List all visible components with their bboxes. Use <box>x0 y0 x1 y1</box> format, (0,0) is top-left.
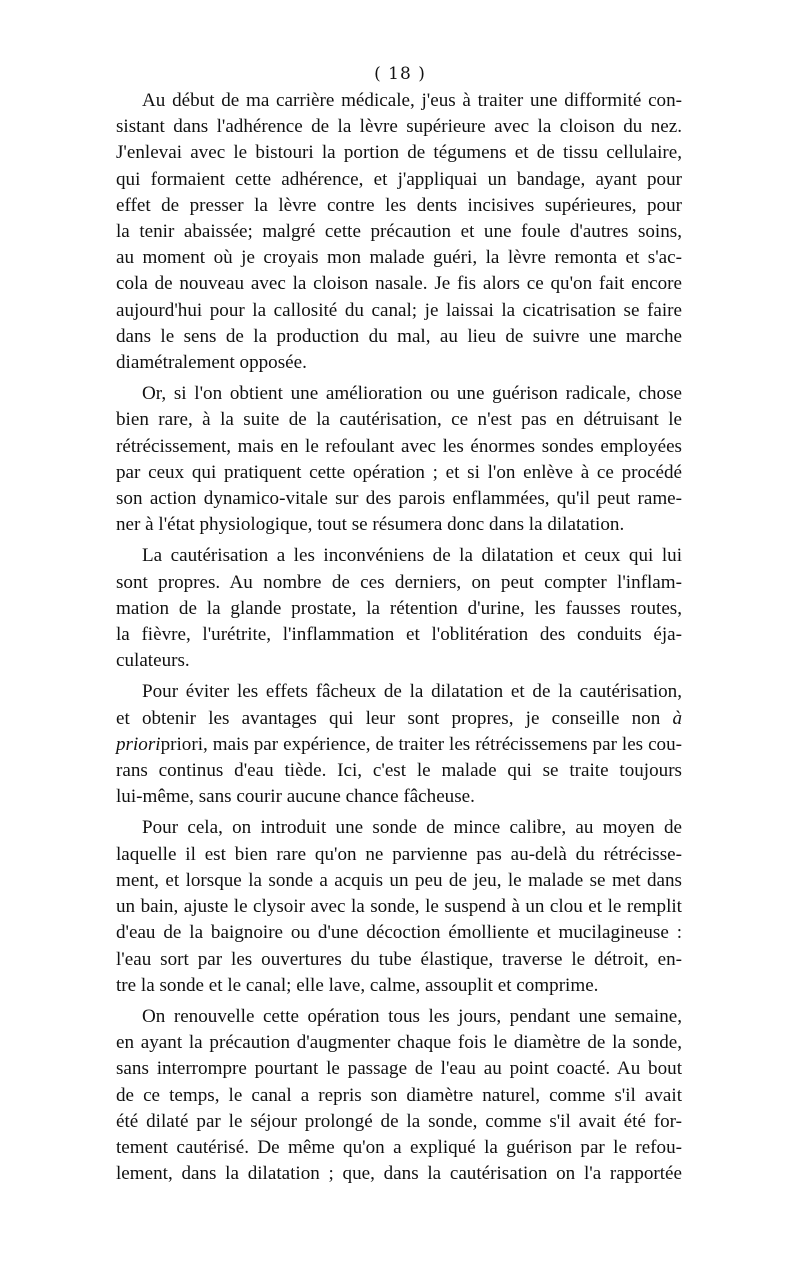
text-line: laquelle il est bien rare qu'on ne parvienne pas au-delà du rétrécisse- <box>116 843 682 865</box>
text-line: culateurs. <box>116 650 190 672</box>
text-line: La cautérisation a les inconvéniens de la dilatation et ceux qui lui <box>142 545 682 567</box>
text-line: Au début de ma carrière médicale, j'eus à traiter une difformité con- <box>142 90 682 111</box>
paragraph-3 <box>116 543 682 674</box>
text-line: sans interrompre pourtant le passage de l'eau au point coacté. Au bout <box>116 1058 682 1080</box>
text-line: un bain, ajuste le clysoir avec la sonde, le suspend à un clou et le remplit <box>116 896 682 918</box>
text-line: été dilaté par le séjour prolongé de la sonde, comme s'il avait été for- <box>116 1110 682 1132</box>
text-line: de ce temps, le canal a repris son diamètre naturel, comme s'il avait <box>116 1084 682 1106</box>
text-line: Pour éviter les effets fâcheux de la dilatation et de la cautérisation, <box>142 681 682 703</box>
text-line: la fièvre, l'urétrite, l'inflammation et l'oblitération des conduits éja- <box>116 624 682 646</box>
text-line: ment, et lorsque la sonde a acquis un peu de jeu, le malade se met dans <box>116 869 682 891</box>
text-line: Or, si l'on obtient une amélioration ou une guérison radicale, chose <box>142 383 682 405</box>
text-line: cola de nouveau avec la cloison nasale. Je fis alors ce qu'on fait encore <box>116 273 682 295</box>
text-line: sont propres. Au nombre de ces derniers, on peut compter l'inflam- <box>116 571 682 593</box>
text-line-a-priori <box>116 706 682 732</box>
text-line: mation de la glande prostate, la rétention d'urine, les fausses routes, <box>116 597 682 619</box>
text-line: bien rare, à la suite de la cautérisation, ce n'est pas en détruisant le <box>116 409 682 431</box>
text-line: lui-même, sans courir aucune chance fâcheuse. <box>116 786 475 808</box>
text-line: la tenir abaissée; malgré cette précaution et une foule d'autres soins, <box>116 221 682 243</box>
text-line: rans continus d'eau tiède. Ici, c'est le malade qui se traite toujours <box>116 760 682 782</box>
text-line: tre la sonde et le canal; elle lave, calme, assouplit et comprime. <box>116 974 599 996</box>
body-text <box>116 88 682 1187</box>
text-line: en ayant la précaution d'augmenter chaque fois le diamètre de la sonde, <box>116 1032 682 1054</box>
text-line: J'enlevai avec le bistouri la portion de tégumens et de tissu cellulaire, <box>116 142 682 164</box>
text-line: aujourd'hui pour la callosité du canal; je laissai la cicatrisation se faire <box>116 299 682 321</box>
text-line: son action dynamico-vitale sur des parois enflammées, qu'il peut rame- <box>116 488 682 510</box>
text-line: dans le sens de la production du mal, au lieu de suivre une marche <box>116 325 682 347</box>
text-line: qui formaient cette adhérence, et j'appliquai un bandage, ayant pour <box>116 168 682 190</box>
text-line: Pour cela, on introduit une sonde de mince calibre, au moyen de <box>142 817 682 839</box>
text-line: par ceux qui pratiquent cette opération ; et si l'on enlève à ce procédé <box>116 461 682 483</box>
text-line: ner à l'état physiologique, tout se résumera donc dans la dilatation. <box>116 514 625 536</box>
text-line: tement cautérisé. De même qu'on a expliqué la guérison par le refou- <box>116 1136 682 1158</box>
page-number: ( 18 ) <box>374 64 426 84</box>
text-line: lement, dans la dilatation ; que, dans la cautérisation on l'a rapportée <box>116 1163 682 1185</box>
text-line: l'eau sort par les ouvertures du tube élastique, traverse le détroit, en- <box>116 948 682 970</box>
paragraph-5 <box>116 815 682 998</box>
paragraph-1 <box>116 88 682 376</box>
italic-priori: priori <box>116 733 161 755</box>
text-line: effet de presser la lèvre contre les dents incisives supérieures, pour <box>116 194 682 216</box>
text-line: sistant dans l'adhérence de la lèvre supérieure avec la cloison du nez. <box>116 116 682 138</box>
text-span: priori, mais par expérience, de traiter les rétrécissemens par les cou- <box>160 733 682 755</box>
text-span: et obtenir les avantages qui leur sont propres, je conseille non <box>116 707 673 729</box>
text-line: d'eau de la baignoire ou d'une décoction émolliente et mucilagineuse : <box>116 922 682 944</box>
text-line-priori <box>116 732 682 758</box>
text-line: rétrécissement, mais en le refoulant avec les énormes sondes employées <box>116 435 682 457</box>
paragraph-4 <box>116 679 682 810</box>
text-line: diamétralement opposée. <box>116 352 307 374</box>
paragraph-6 <box>116 1004 682 1187</box>
paragraph-2 <box>116 381 682 538</box>
text-line: au moment où je croyais mon malade guéri, la lèvre remonta et s'ac- <box>116 247 682 269</box>
text-line: On renouvelle cette opération tous les jours, pendant une semaine, <box>142 1005 682 1027</box>
italic-a: à <box>672 707 682 729</box>
